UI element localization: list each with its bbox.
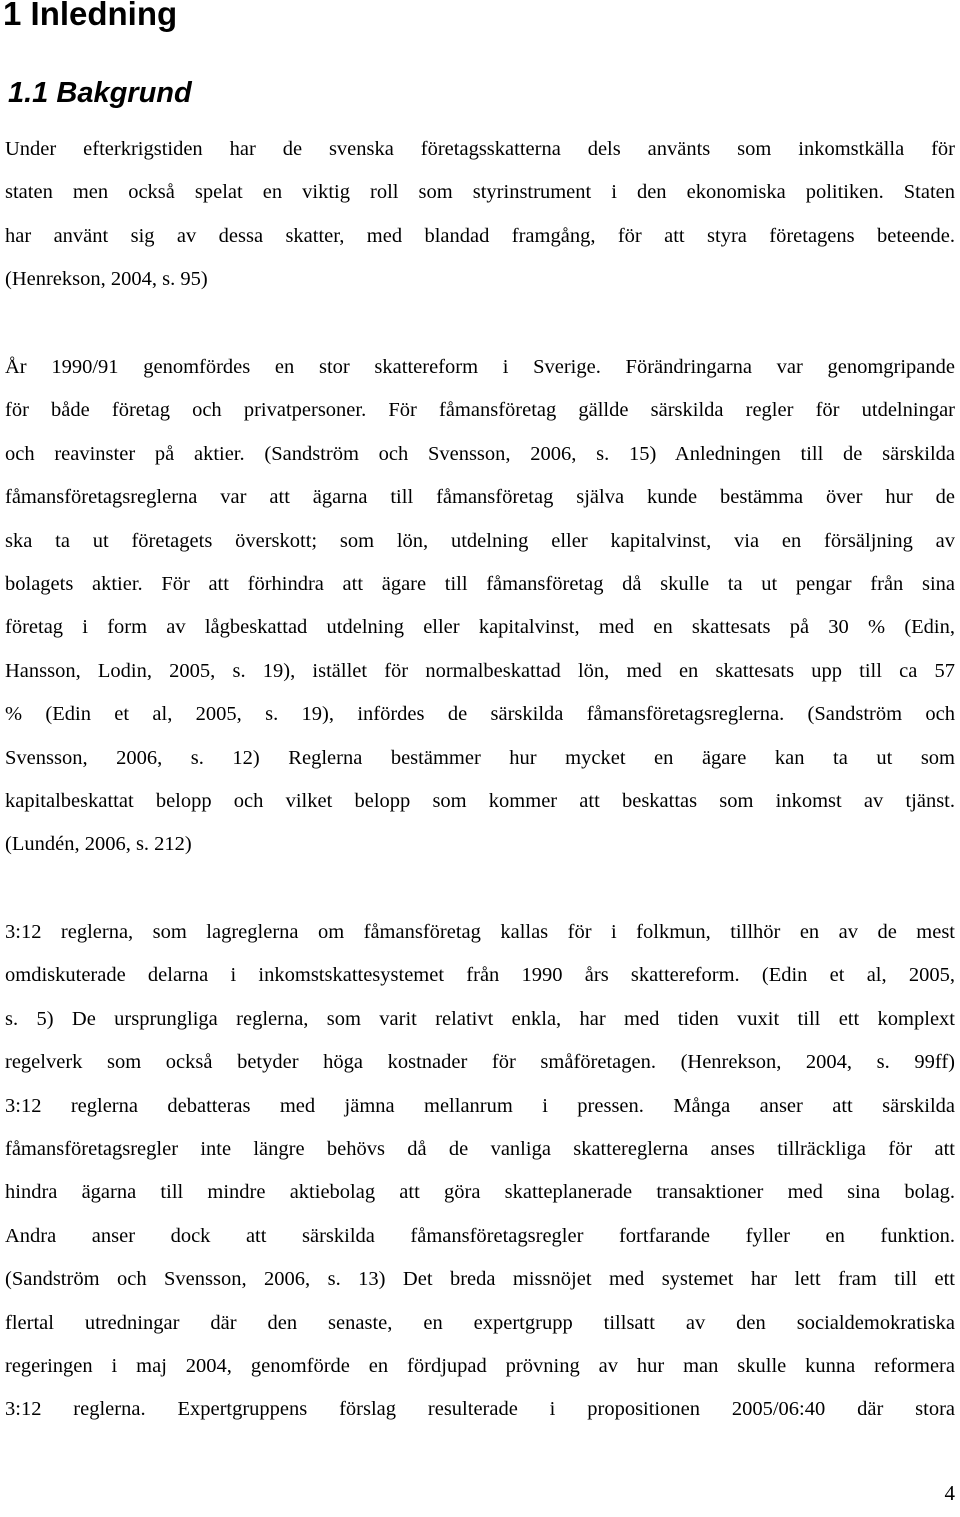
paragraph-line: regeringen i maj 2004, genomförde en fördjupad prövning av hur man skulle kunna reformera [5,1355,955,1378]
paragraph-line: fåmansföretagsregler inte längre behövs då de vanliga skattereglerna anses tillräckliga för att [5,1138,955,1161]
paragraph-line: Hansson, Lodin, 2005, s. 19), istället för normalbeskattad lön, med en skattesats upp till ca 57 [5,659,955,682]
paragraph-line: ska ta ut företagets överskott; som lön, utdelning eller kapitalvinst, via en försäljning av [5,529,955,552]
paragraph-line: för både företag och privatpersoner. För fåmansföretag gällde särskilda regler för utdelningar [5,399,955,422]
paragraph-line: 3:12 reglerna. Expertgruppens förslag resulterade i propositionen 2005/06:40 där stora [5,1398,955,1421]
paragraph-line: Andra anser dock att särskilda fåmansföretagsregler fortfarande fyller en funktion. [5,1224,955,1247]
paragraph-line: (Henrekson, 2004, s. 95) [5,268,208,291]
paragraph-line: har använt sig av dessa skatter, med blandad framgång, för att styra företagens beteende. [5,224,955,247]
paragraph-line: % (Edin et al, 2005, s. 19), infördes de särskilda fåmansföretagsreglerna. (Sandström och [5,703,955,726]
section-title: 1.1 Bakgrund [8,77,192,109]
paragraph-1 [5,128,955,302]
paragraph-line: kapitalbeskattat belopp och vilket belopp som kommer att beskattas som inkomst av tjänst. [5,790,955,813]
paragraph-line: År 1990/91 genomfördes en stor skattereform i Sverige. Förändringarna var genomgripande [5,356,955,378]
paragraph-line: företag i form av lågbeskattad utdelning eller kapitalvinst, med en skattesats på 30 % (Edin, [5,616,955,639]
paragraph-2 [5,346,955,867]
chapter-title: 1 Inledning [3,0,178,32]
paragraph-line: (Sandström och Svensson, 2006, s. 13) Det breda missnöjet med systemet har lett fram till ett [5,1268,955,1291]
paragraph-line: 3:12 reglerna, som lagreglerna om fåmansföretag kallas för i folkmun, tillhör en av de mest [5,921,955,943]
paragraph-3 [5,911,955,1432]
paragraph-line: s. 5) De ursprungliga reglerna, som varit relativt enkla, har med tiden vuxit till ett komplext [5,1007,955,1030]
paragraph-line: bolagets aktier. För att förhindra att ägare till fåmansföretag då skulle ta ut pengar från sina [5,573,955,596]
paragraph-line: hindra ägarna till mindre aktiebolag att göra skatteplanerade transaktioner med sina bolag. [5,1181,955,1204]
paragraph-line: regelverk som också betyder höga kostnader för småföretagen. (Henrekson, 2004, s. 99ff) [5,1051,955,1074]
paragraph-line: staten men också spelat en viktig roll som styrinstrument i den ekonomiska politiken. Staten [5,181,955,204]
page-number: 4 [944,1481,955,1505]
paragraph-line: 3:12 reglerna debatteras med jämna mellanrum i pressen. Många anser att särskilda [5,1094,955,1117]
paragraph-line: fåmansföretagsreglerna var att ägarna till fåmansföretag själva kunde bestämma över hur de [5,486,955,509]
paragraph-line: omdiskuterade delarna i inkomstskattesystemet från 1990 års skattereform. (Edin et al, 2005, [5,964,955,987]
paragraph-line: (Lundén, 2006, s. 212) [5,833,192,856]
paragraph-line: flertal utredningar där den senaste, en expertgrupp tillsatt av den socialdemokratiska [5,1311,955,1334]
paragraph-line: Svensson, 2006, s. 12) Reglerna bestämmer hur mycket en ägare kan ta ut som [5,746,955,769]
paragraph-line: Under efterkrigstiden har de svenska företagsskatterna dels använts som inkomstkälla för [5,138,955,160]
paragraph-line: och reavinster på aktier. (Sandström och Svensson, 2006, s. 15) Anledningen till de särskilda [5,442,955,465]
